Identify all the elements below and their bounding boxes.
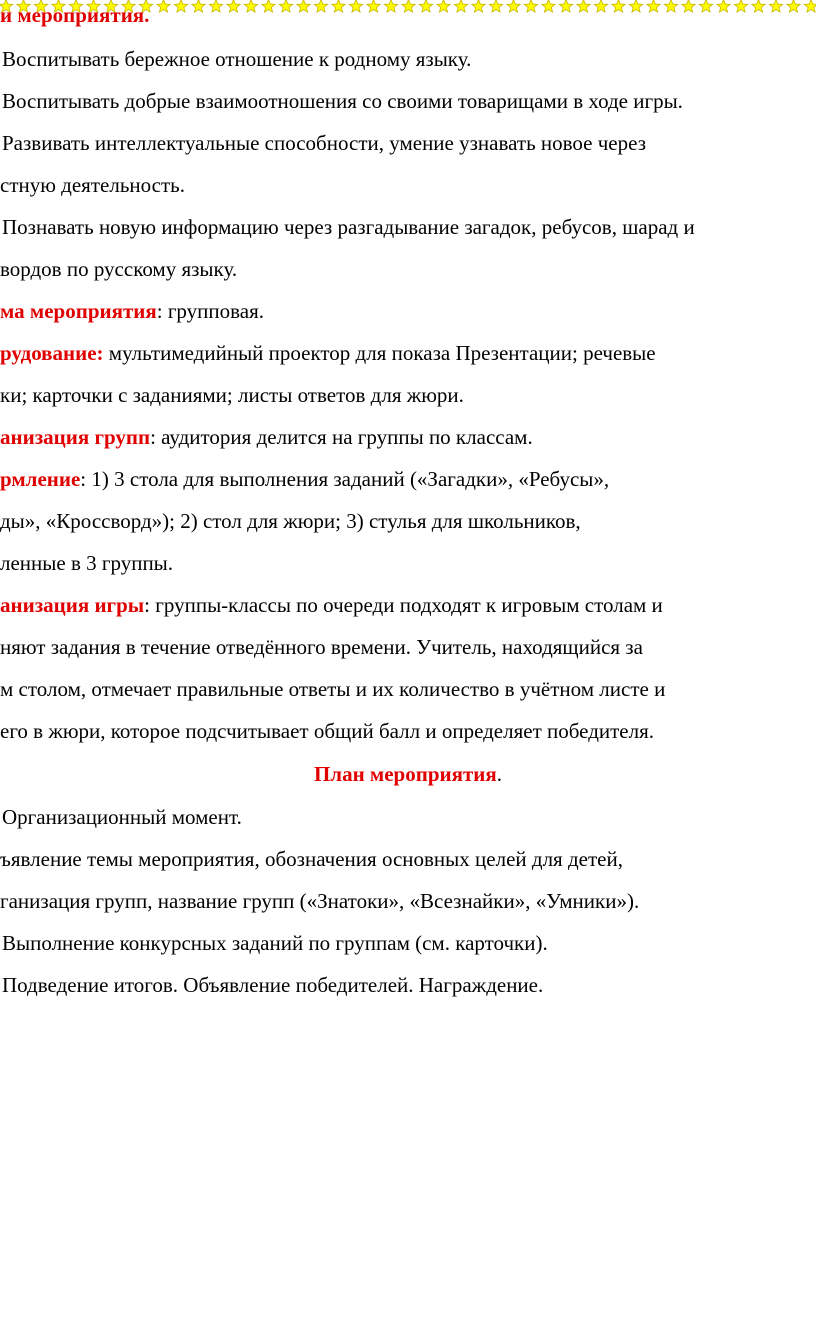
goal-line-3-cont xyxy=(0,172,185,198)
plan-item-1 xyxy=(2,804,242,830)
star-icon xyxy=(664,0,677,12)
star-icon xyxy=(717,0,730,12)
goal-text: Воспитывать бережное отношение к родному языку. xyxy=(2,47,472,71)
game-org-value: : группы-классы по очереди подходят к игровым столам и xyxy=(144,593,663,617)
star-icon xyxy=(787,0,800,12)
game-org-value: его в жюри, которое подсчитывает общий балл и определяет победителя. xyxy=(0,719,655,743)
goal-text: вордов по русскому языку. xyxy=(0,257,238,281)
star-icon xyxy=(244,0,257,12)
decoration-value: : 1) 3 стола для выполнения заданий («Загадки», «Ребусы», xyxy=(80,467,610,491)
plan-heading xyxy=(0,761,816,787)
game-org-line-cont-2 xyxy=(0,676,665,702)
decoration-label: рмление xyxy=(0,467,81,491)
goals-heading xyxy=(0,2,149,28)
star-icon xyxy=(769,0,782,12)
star-icon xyxy=(489,0,502,12)
star-icon xyxy=(297,0,310,12)
star-icon xyxy=(699,0,712,12)
goal-line-4-cont xyxy=(0,256,237,282)
form-label: ма мероприятия xyxy=(0,299,157,323)
star-icon xyxy=(174,0,187,12)
plan-item-text: Подведение итогов. Объявление победителей. Награждение. xyxy=(2,973,544,997)
star-icon xyxy=(472,0,485,12)
plan-item-3 xyxy=(0,888,639,914)
plan-heading-dot: . xyxy=(496,762,503,786)
equipment-line xyxy=(0,340,656,366)
plan-item-2 xyxy=(0,846,623,872)
star-icon xyxy=(507,0,520,12)
star-icon xyxy=(594,0,607,12)
plan-heading-label: План мероприятия xyxy=(313,762,497,786)
star-icon xyxy=(262,0,275,12)
decoration-line-cont-1 xyxy=(0,508,581,534)
star-icon xyxy=(332,0,345,12)
groups-value: : аудитория делится на группы по классам. xyxy=(150,425,533,449)
equipment-value: ки; карточки с заданиями; листы ответов для жюри. xyxy=(0,383,464,407)
goal-line-1 xyxy=(2,46,471,72)
star-icon xyxy=(227,0,240,12)
goal-text: Познавать новую информацию через разгадывание загадок, ребусов, шарад и xyxy=(2,215,695,239)
star-icon xyxy=(752,0,765,12)
groups-label: анизация групп xyxy=(0,425,151,449)
decoration-line xyxy=(0,466,609,492)
game-org-line-cont-3 xyxy=(0,718,654,744)
goal-line-4 xyxy=(2,214,695,240)
plan-item-text: ъявление темы мероприятия, обозначения основных целей для детей, xyxy=(0,847,623,871)
game-org-label: анизация игры xyxy=(0,593,145,617)
star-icon xyxy=(542,0,555,12)
star-icon xyxy=(804,0,816,12)
form-line xyxy=(0,298,264,324)
star-icon xyxy=(279,0,292,12)
star-icon xyxy=(559,0,572,12)
star-icon xyxy=(629,0,642,12)
game-org-value: м столом, отмечает правильные ответы и их количество в учётном листе и xyxy=(0,677,666,701)
star-icon xyxy=(454,0,467,12)
game-org-value: няют задания в течение отведённого времени. Учитель, находящийся за xyxy=(0,635,643,659)
goal-text: Развивать интеллектуальные способности, умение узнавать новое через xyxy=(2,131,646,155)
star-icon xyxy=(192,0,205,12)
star-icon xyxy=(647,0,660,12)
star-icon xyxy=(577,0,590,12)
groups-line xyxy=(0,424,533,450)
star-icon xyxy=(437,0,450,12)
star-icon xyxy=(419,0,432,12)
plan-item-4 xyxy=(2,930,548,956)
equipment-label: рудование: xyxy=(0,341,104,365)
star-icon xyxy=(734,0,747,12)
goal-line-2 xyxy=(2,88,683,114)
decoration-value: ленные в 3 группы. xyxy=(0,551,174,575)
star-icon xyxy=(367,0,380,12)
star-icon xyxy=(314,0,327,12)
decoration-line-cont-2 xyxy=(0,550,173,576)
game-org-line-cont-1 xyxy=(0,634,643,660)
star-icon xyxy=(524,0,537,12)
goal-line-3 xyxy=(2,130,646,156)
goal-text: стную деятельность. xyxy=(0,173,185,197)
star-icon xyxy=(209,0,222,12)
star-icon xyxy=(612,0,625,12)
decoration-value: ды», «Кроссворд»); 2) стол для жюри; 3) стулья для школьников, xyxy=(0,509,581,533)
star-icon xyxy=(384,0,397,12)
equipment-value: мультимедийный проектор для показа Презентации; речевые xyxy=(103,341,656,365)
star-icon xyxy=(682,0,695,12)
goal-text: Воспитывать добрые взаимоотношения со своими товарищами в ходе игры. xyxy=(2,89,683,113)
star-icon xyxy=(157,0,170,12)
plan-item-5 xyxy=(2,972,543,998)
equipment-line-cont xyxy=(0,382,464,408)
goals-heading-label: и мероприятия. xyxy=(0,3,150,27)
star-icon xyxy=(349,0,362,12)
plan-item-text: ганизация групп, название групп («Знатоки», «Всезнайки», «Умники»). xyxy=(0,889,640,913)
plan-item-text: Выполнение конкурсных заданий по группам (см. карточки). xyxy=(2,931,548,955)
form-value: : групповая. xyxy=(156,299,265,323)
star-icon xyxy=(402,0,415,12)
game-org-line xyxy=(0,592,663,618)
plan-item-text: Организационный момент. xyxy=(2,805,242,829)
